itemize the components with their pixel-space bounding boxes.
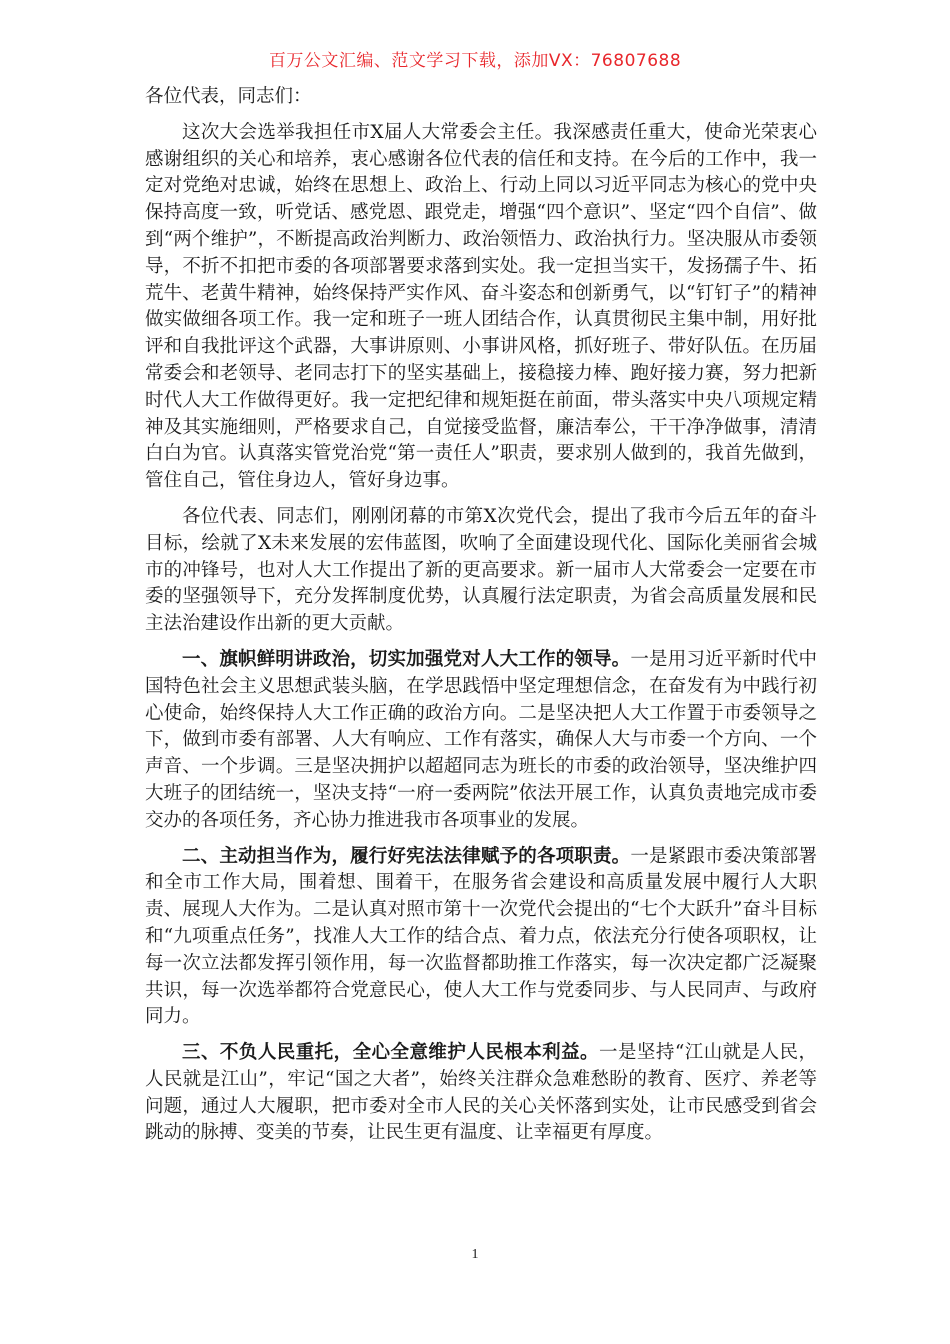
paragraph-1 — [145, 120, 817, 495]
paragraph-4 — [145, 844, 817, 1032]
paragraph-body: 一是坚持“江山就是人民，人民就是江山”，牢记“国之大者”，始终关注群众急难愁盼的教育、医疗、养老等问题，通过人大履职，把市委对全市人民的关心关怀落到实处，让市民感受到省会跳动的脉搏、变美的节奏，让民生更有温度、让幸福更有厚度。 — [145, 1042, 817, 1144]
section-heading-2: 二、主动担当作为，履行好宪法法律赋予的各项职责。 — [182, 845, 631, 867]
paragraph-5 — [145, 1040, 817, 1147]
section-heading-1: 一、旗帜鲜明讲政治，切实加强党对人大工作的领导。 — [182, 648, 631, 670]
section-heading-3: 三、不负人民重托，全心全意维护人民根本利益。 — [182, 1042, 600, 1064]
paragraph-body: 各位代表、同志们，刚刚闭幕的市第X次党代会，提出了我市今后五年的奋斗目标，绘就了X未来发展的宏伟蓝图，吹响了全面建设现代化、国际化美丽省会城市的冲锋号，也对人大工作提出了新的更高要求。新一届市人大常委会一定要在市委的坚强领导下，充分发挥制度优势，认真履行法定职责，为省会高质量发展和民主法治建设作出新的更大贡献。 — [145, 505, 817, 635]
paragraph-2 — [145, 504, 817, 638]
paragraph-body: 一是紧跟市委决策部署和全市工作大局，围着想、围着干，在服务省会建设和高质量发展中履行人大职责、展现人大作为。二是认真对照市第十一次党代会提出的“七个大跃升”奋斗目标和“九项重点任务”，找准人大工作的结合点、着力点，依法充分行使各项职权，让每一次立法都发挥引领作用，每一次监督都助推工作落实，每一次决定都广泛凝聚共识，每一次选举都符合党意民心，使人大工作与党委同步、与人民同声、与政府同力。 — [145, 845, 817, 1028]
page-number: 1 — [471, 1247, 479, 1262]
paragraph-body: 一是用习近平新时代中国特色社会主义思想武装头脑，在学思践悟中坚定理想信念，在奋发有为中践行初心使命，始终保持人大工作正确的政治方向。二是坚决把人大工作置于市委领导之下，做到市委有部署、人大有响应、工作有落实，确保人大与市委一个方向、一个声音、一个步调。三是坚决拥护以超超同志为班长的市委的政治领导，坚决维护四大班子的团结统一，坚决支持“一府一委两院”依法开展工作，认真负责地完成市委交办的各项任务，齐心协力推进我市各项事业的发展。 — [145, 648, 817, 831]
document-body — [145, 84, 817, 1156]
paragraph-body: 这次大会选举我担任市X届人大常委会主任。我深感责任重大，使命光荣衷心感谢组织的关心和培养，衷心感谢各位代表的信任和支持。在今后的工作中，我一定对党绝对忠诚，始终在思想上、政治上、行动上同以习近平同志为核心的党中央保持高度一致，听党话、感党恩、跟党走，增强“四个意识”、坚定“四个自信”、做到“两个维护”，不断提高政治判断力、政治领悟力、政治执行力。坚决服从市委领导，不折不扣把市委的各项部署要求落到实处。我一定担当实干，发扬孺子牛、拓荒牛、老黄牛精神，始终保持严实作风、奋斗姿态和创新勇气，以“钉钉子”的精神做实做细各项工作。我一定和班子一班人团结合作，认真贯彻民主集中制，用好批评和自我批评这个武器，大事讲原则、小事讲风格，抓好班子、带好队伍。在历届常委会和老领导、老同志打下的坚实基础上，接稳接力棒、跑好接力赛，努力把新时代人大工作做得更好。我一定把纪律和规矩挺在前面，带头落实中央八项规定精神及其实施细则，严格要求自己，自觉接受监督，廉洁奉公，干干净净做事，清清白白为官。认真落实管党治党“第一责任人”职责，要求别人做到的，我首先做到，管住自己，管住身边人，管好身边事。 — [145, 121, 817, 492]
download-banner: 百万公文汇编、范文学习下载，添加VX：76807688 — [268, 51, 682, 71]
paragraph-3 — [145, 647, 817, 835]
salutation: 各位代表，同志们： — [145, 86, 312, 107]
